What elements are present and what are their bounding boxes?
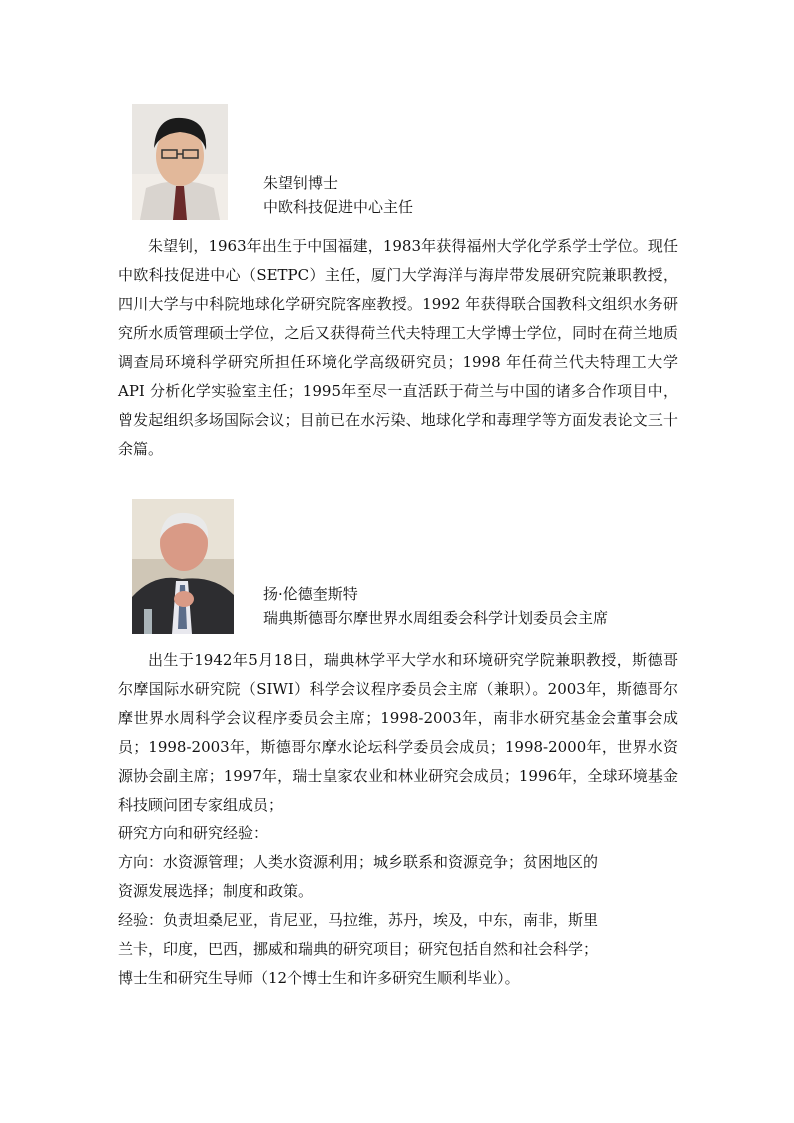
caption-2 <box>263 582 608 630</box>
person-title-2: 瑞典斯德哥尔摩世界水周组委会科学计划委员会主席 <box>263 609 609 627</box>
experience-line-1: 经验：负责坦桑尼亚，肯尼亚，马拉维，苏丹，埃及，中东，南非，斯里 <box>118 911 599 929</box>
bio-paragraph-1: 朱望钊，1963年出生于中国福建，1983年获得福州大学化学系学士学位。现任中欧科技促进中心（SETPC）主任，厦门大学海洋与海岸带发展研究院兼职教授，四川大学与中科院地球化学研究院客座教授。1992 年获得联合国教科文组织水务研究所水质管理硕士学位，之后又获得荷兰代夫特理工大学博士学位，同时在荷兰地质调查局环境科学研究所担任环境化学高级研究员；1998 年任荷兰代夫特理工大学 API 分析化学实验室主任；1995年至尽一直活跃于荷兰与中国的诸多合作项目中，曾发起组织多场国际会议；目前已在水污染、地球化学和毒理学等方面发表论文三十余篇。 <box>118 237 678 458</box>
experience-line-3: 博士生和研究生导师（12个博士生和许多研究生顺利毕业）。 <box>118 969 520 987</box>
research-direction-line-1: 方向：水资源管理；人类水资源利用；城乡联系和资源竞争；贫困地区的 <box>118 853 599 871</box>
research-heading: 研究方向和研究经验： <box>118 824 269 842</box>
portrait-photo-1 <box>132 104 228 220</box>
portrait-photo-2 <box>132 499 234 634</box>
person-name-2: 扬·伦德奎斯特 <box>263 585 358 603</box>
person-name-1: 朱望钊博士 <box>263 174 339 192</box>
person-title-1: 中欧科技促进中心主任 <box>263 198 414 216</box>
bio-paragraph-2: 出生于1942年5月18日，瑞典林学平大学水和环境研究学院兼职教授，斯德哥尔摩国际水研究院（SIWI）科学会议程序委员会主席（兼职）。2003年，斯德哥尔摩世界水周科学会议程序委员会主席；1998-2003年，南非水研究基金会董事会成员；1998-2003年，斯德哥尔摩水论坛科学委员会成员；1998-2000年，世界水资源协会副主席；1997年，瑞士皇家农业和林业研究会成员；1996年，全球环境基金科技顾问团专家组成员； <box>118 651 678 814</box>
caption-1 <box>263 171 413 219</box>
experience-line-2: 兰卡，印度，巴西，挪威和瑞典的研究项目；研究包括自然和社会科学； <box>118 940 599 958</box>
research-direction-line-2: 资源发展选择；制度和政策。 <box>118 882 314 900</box>
